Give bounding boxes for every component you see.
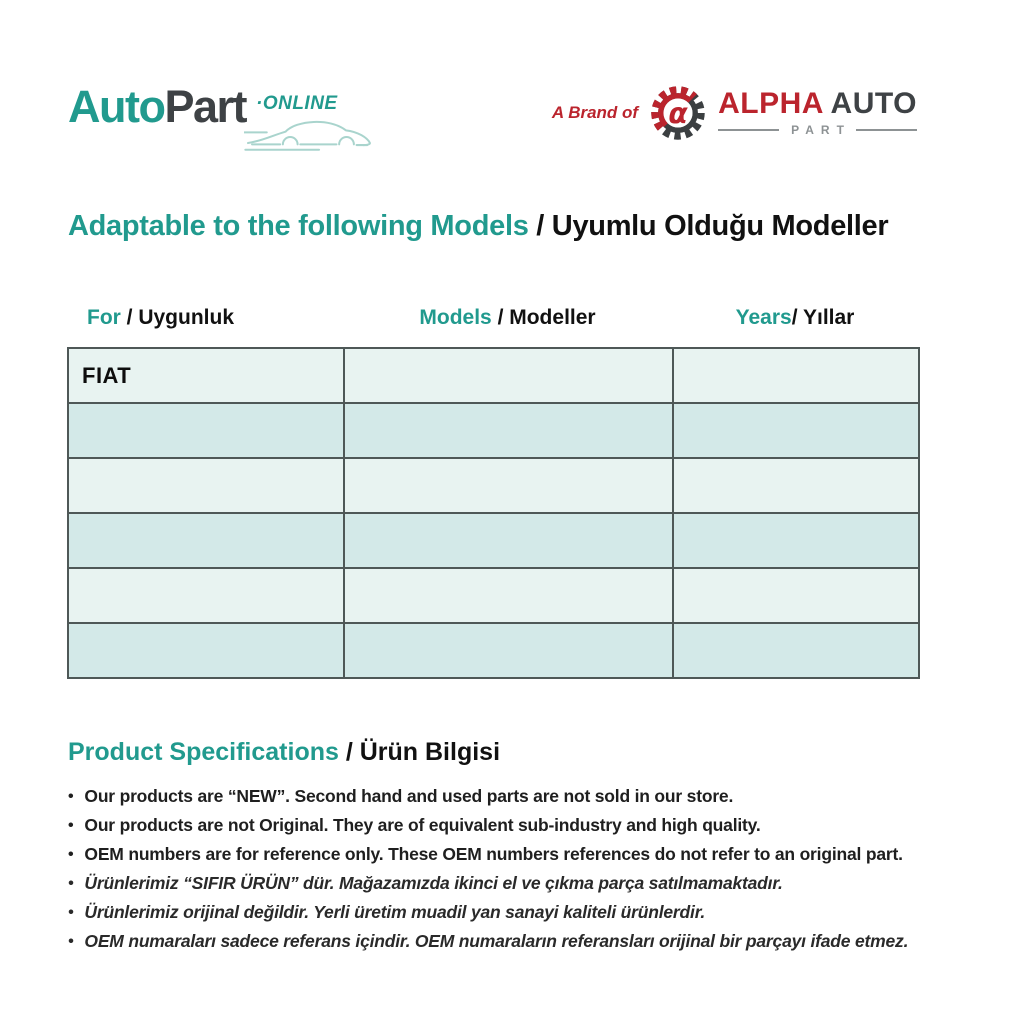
table-row	[68, 458, 919, 513]
fitment-cell	[68, 458, 344, 513]
logo-text-part: Part	[164, 81, 247, 132]
brand-name	[718, 89, 917, 119]
spec-bullet-tr	[68, 927, 978, 956]
brand-part-label: PART	[791, 123, 851, 137]
alpha-auto-brand	[552, 84, 917, 142]
fitment-cell	[673, 623, 919, 678]
fitment-cell	[68, 568, 344, 623]
fitment-cell	[68, 403, 344, 458]
fitment-cell	[344, 513, 673, 568]
logo-text-online: ·ONLINE	[256, 93, 338, 114]
divider-line	[856, 129, 917, 131]
column-header-en: For	[87, 306, 121, 329]
column-header-years	[672, 306, 918, 330]
fitment-cell	[344, 348, 673, 403]
specs-bullet-list	[68, 782, 978, 956]
fitment-cell	[68, 623, 344, 678]
autopart-logo	[68, 81, 388, 154]
column-header-tr: / Modeller	[491, 306, 596, 329]
column-header-tr: / Yıllar	[791, 306, 855, 329]
spec-bullet-en	[68, 811, 978, 840]
divider-line	[718, 129, 779, 131]
fitment-cell	[673, 403, 919, 458]
spec-bullet-en	[68, 840, 978, 869]
models-title-tr: / Uyumlu Olduğu Modeller	[528, 210, 889, 242]
specs-title-en: Product Specifications	[68, 738, 339, 766]
specs-section-title	[68, 738, 500, 767]
models-section-title	[68, 210, 888, 243]
fitment-cell	[344, 568, 673, 623]
gear-alpha-icon	[649, 84, 707, 142]
table-row	[68, 403, 919, 458]
fitment-cell	[344, 403, 673, 458]
spec-bullet-text: • Ürünlerimiz “SIFIR ÜRÜN” dür. Mağazamızda ikinci el ve çıkma parça satılmamaktadır.	[84, 873, 783, 893]
spec-bullet-text: • Our products are not Original. They are of equivalent sub-industry and high quality.	[84, 815, 761, 835]
table-row	[68, 568, 919, 623]
fitment-cell	[344, 623, 673, 678]
car-silhouette-icon	[244, 113, 378, 153]
fitment-cell	[673, 348, 919, 403]
spec-bullet-text: • OEM numaraları sadece referans içindir. OEM numaraların referansları orijinal bir parçayı ifade etmez.	[84, 931, 909, 951]
fitment-cell	[673, 568, 919, 623]
svg-text:α: α	[668, 96, 688, 130]
brand-prefix-label: A Brand of	[551, 103, 639, 122]
table-row	[68, 623, 919, 678]
logo-text-auto: Auto	[68, 81, 165, 132]
column-header-tr: / Uygunluk	[120, 306, 235, 329]
column-header-en: Models	[419, 306, 492, 329]
fitment-table-headers	[67, 306, 918, 330]
brand-name-alpha: ALPHA	[718, 87, 823, 120]
models-title-en: Adaptable to the following Models	[68, 210, 529, 242]
spec-bullet-text: • Our products are “NEW”. Second hand and used parts are not sold in our store.	[84, 786, 734, 806]
spec-bullet-text: • Ürünlerimiz orijinal değildir. Yerli üretim muadil yan sanayi kaliteli ürünlerdir.	[84, 902, 706, 922]
specs-title-tr: / Ürün Bilgisi	[338, 738, 501, 766]
column-header-en: Years	[735, 306, 792, 329]
fitment-cell	[673, 458, 919, 513]
spec-bullet-tr	[68, 898, 978, 927]
spec-bullet-tr	[68, 869, 978, 898]
spec-bullet-text: • OEM numbers are for reference only. These OEM numbers references do not refer to an original part.	[84, 844, 903, 864]
fitment-cell	[673, 513, 919, 568]
column-header-models	[343, 306, 672, 330]
table-row	[68, 513, 919, 568]
fitment-table	[67, 347, 920, 679]
fitment-cell-make: FIAT	[68, 348, 344, 403]
brand-name-auto: AUTO	[830, 87, 917, 120]
column-header-for	[67, 306, 343, 330]
table-row	[68, 348, 919, 403]
brand-wordmark	[718, 89, 917, 137]
brand-part-row	[718, 123, 917, 137]
fitment-cell	[344, 458, 673, 513]
fitment-cell	[68, 513, 344, 568]
spec-bullet-en	[68, 782, 978, 811]
